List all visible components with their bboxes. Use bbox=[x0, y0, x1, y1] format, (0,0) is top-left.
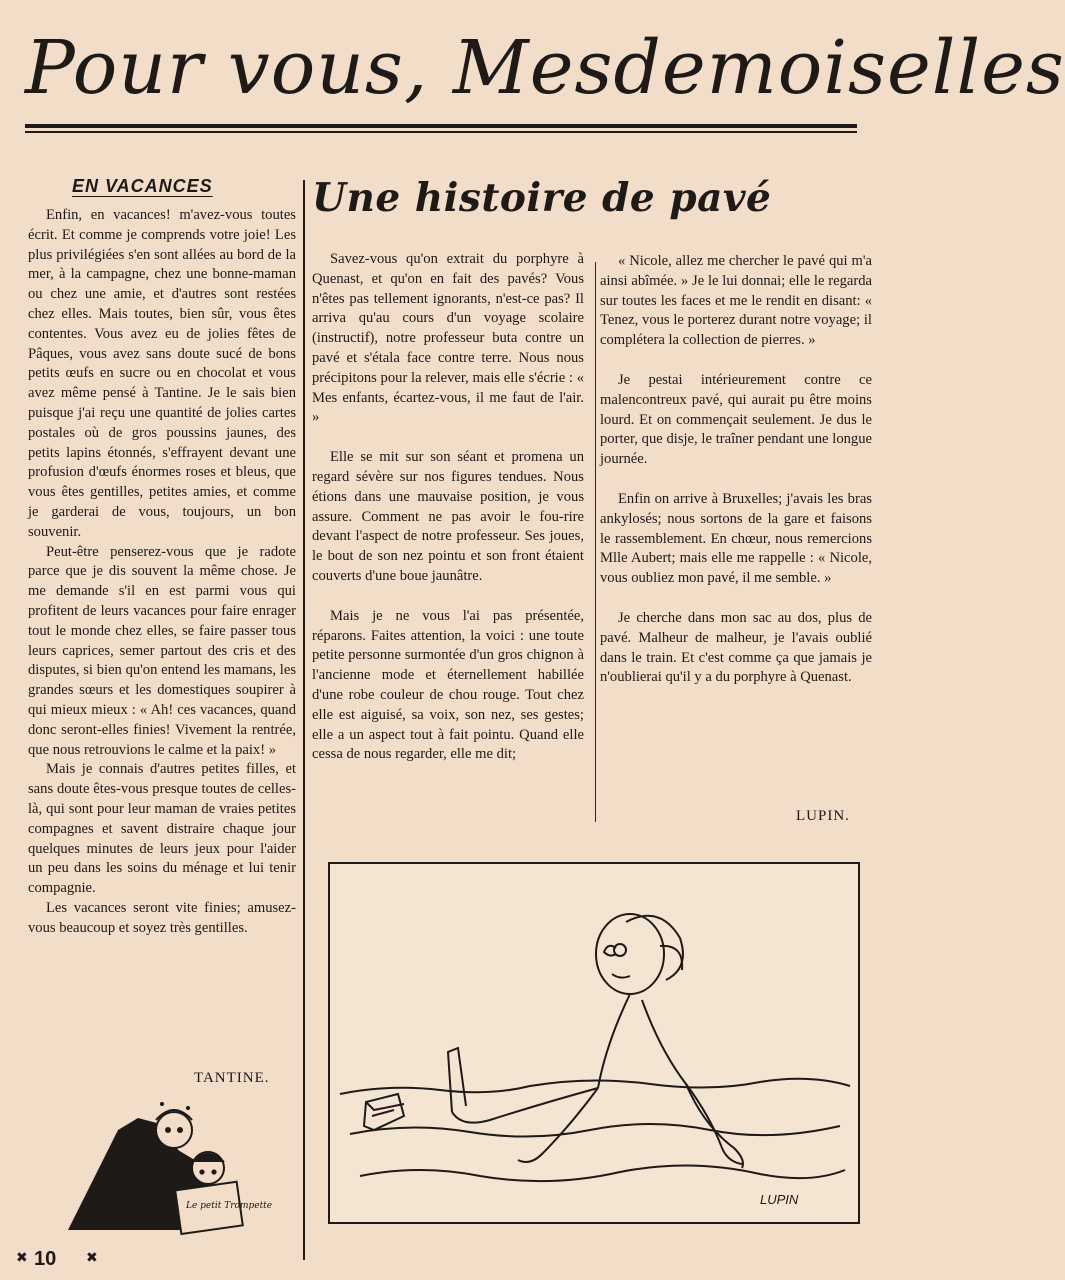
story-column-divider bbox=[595, 262, 596, 822]
paving-stone-drawing bbox=[364, 1094, 404, 1130]
masthead-rule-thin bbox=[25, 131, 857, 133]
page-number: 10 bbox=[34, 1248, 57, 1270]
illustration-signature: LUPIN bbox=[760, 1192, 799, 1207]
story-column-1 bbox=[312, 250, 584, 765]
story-paragraph: Mais je ne vous l'ai pas présentée, réparons. Faites attention, la voici : une toute petite personne surmontée d'un gros chignon à l'ancienne mode et éternellement habillée d'une robe couleur de chou rouge. Tout chez elle est aiguisé, sa voix, son nez, ses gestes; elle a un aspect tout à fait pointu. Quand elle cessa de nous regarder, elle me dit; bbox=[312, 607, 584, 763]
child-small bbox=[192, 1152, 224, 1184]
story-signature: LUPIN. bbox=[796, 808, 850, 824]
story-paragraph: « Nicole, allez me chercher le pavé qui m'a ainsi abîmée. » Je le lui donnai; elle le regarda sur toutes les faces et me le rendit en disant: « Tenez, vous le porterez durant notre voyage; il complétera la collection de pierres. » bbox=[600, 253, 872, 349]
left-paragraph: Peut-être penserez-vous que je radote parce que je dis souvent la même chose. Je me demande s'il en est parmi vous qui profitent de leurs vacances pour faire enrager tout le monde chez elles, se faire passer tous leurs caprices, semer partout des cris et des disputes, si bien qu'on entend les mamans, les grandes sœurs et les domestiques soupirer à qui mieux mieux : « Ah! ces vacances, quand donc seront-elles finies! Vivement la rentrée, que nous retrouvions le calme et la paix! » bbox=[28, 543, 296, 758]
story-column-2 bbox=[600, 252, 872, 688]
teacher-sitting-drawing bbox=[330, 864, 858, 1222]
masthead-rule bbox=[25, 124, 857, 128]
masthead-title: Pour vous, Mesdemoiselles bbox=[25, 25, 1065, 111]
left-paragraph: Les vacances seront vite finies; amusez-vous beaucoup et soyez très gentilles. bbox=[28, 899, 296, 936]
magazine-in-hands bbox=[175, 1182, 272, 1234]
story-title: Une histoire de pavé bbox=[312, 175, 772, 221]
story-illustration bbox=[328, 862, 860, 1224]
star-icon: ✖ bbox=[86, 1251, 98, 1266]
column-divider bbox=[303, 180, 305, 1260]
left-paragraph: Enfin, en vacances! m'avez-vous toutes écrit. Et comme je comprends votre joie! Les plus privilégiées s'en sont allées au bord de la mer, à la campagne, chez une bonne-maman ou chez une amie, et d'autres sont restées chez elles. Mais toutes, bien sûr, vous êtes contentes. Vous avez eu de jolies fêtes de Pâques, vous avez sans doute sucé de bons petits œufs en sucre ou en chocolat et vous avez même pensé à Tantine. Je le sais bien puisque j'ai reçu une quantité de jolies cartes postales où de gros poussins jaunes, des petits lapins étonnés, s'effrayent devant une profusion d'œufs énormes roses et bleus, que vous êtes gentilles, petites amies, et comme je garderai de vous, toujours, un bon souvenir. bbox=[28, 207, 296, 540]
left-article bbox=[28, 206, 296, 938]
story-paragraph: Enfin on arrive à Bruxelles; j'avais les bras ankylosés; nous sortons de la gare et faisons le rassemblement. En chœur, nous remercions Mlle Aubert; mais elle me rappelle : « Nicole, vous oubliez mon pavé, il me semble. » bbox=[600, 490, 872, 587]
story-paragraph: Je pestai intérieurement contre ce malencontreux pavé, qui aurait pu être moins lourd. Et on commençait seulement. Je dus le porter, que disje, le traîner pendant une longue journée. bbox=[600, 371, 872, 468]
story-paragraph: Elle se mit sur son séant et promena un regard sévère sur nos figures tendues. Nous étions dans une mauvaise position, je vous assure. Comment ne pas avoir le fou-rire devant l'aspect de notre professeur. Ses joues, le bout de son nez pointu et son front étaient couverts d'une boue jaunâtre. bbox=[312, 449, 584, 584]
story-paragraph: Savez-vous qu'on extrait du porphyre à Quenast, et qu'on en fait des pavés? Vous n'êtes pas tellement ignorants, n'est-ce pas? Il arriva qu'au cours d'un voyage scolaire (instructif), notre professeur buta contre un pavé et s'étala face contre terre. Nous nous précipitons pour la relever, mais elle s'écrie : « Mes enfants, écartez-vous, il me faut de l'air. » bbox=[312, 251, 584, 426]
star-icon: ✖ bbox=[16, 1251, 28, 1266]
story-paragraph: Je cherche dans mon sac au dos, plus de pavé. Malheur de malheur, je l'avais oublié dans le train. Et c'est comme ça que jamais je n'oublierai qu'il y a du porphyre à Quenast. bbox=[600, 609, 872, 686]
child-tall bbox=[156, 1102, 192, 1148]
left-heading: EN VACANCES bbox=[72, 176, 213, 196]
vignette-magazine-text: Le petit Trompette bbox=[186, 1201, 273, 1211]
left-signature: TANTINE. bbox=[194, 1070, 270, 1086]
left-paragraph: Mais je connais d'autres petites filles, et sans doute êtes-vous presque toutes de celles-là, qui sont pour leur maman de vraies petites compagnes et savent distraire chaque jour quelques minutes de leurs jeux pour l'aider un peu dans les soins du ménage et lui tenir compagnie. bbox=[28, 761, 296, 897]
children-reading-vignette bbox=[58, 1090, 273, 1240]
